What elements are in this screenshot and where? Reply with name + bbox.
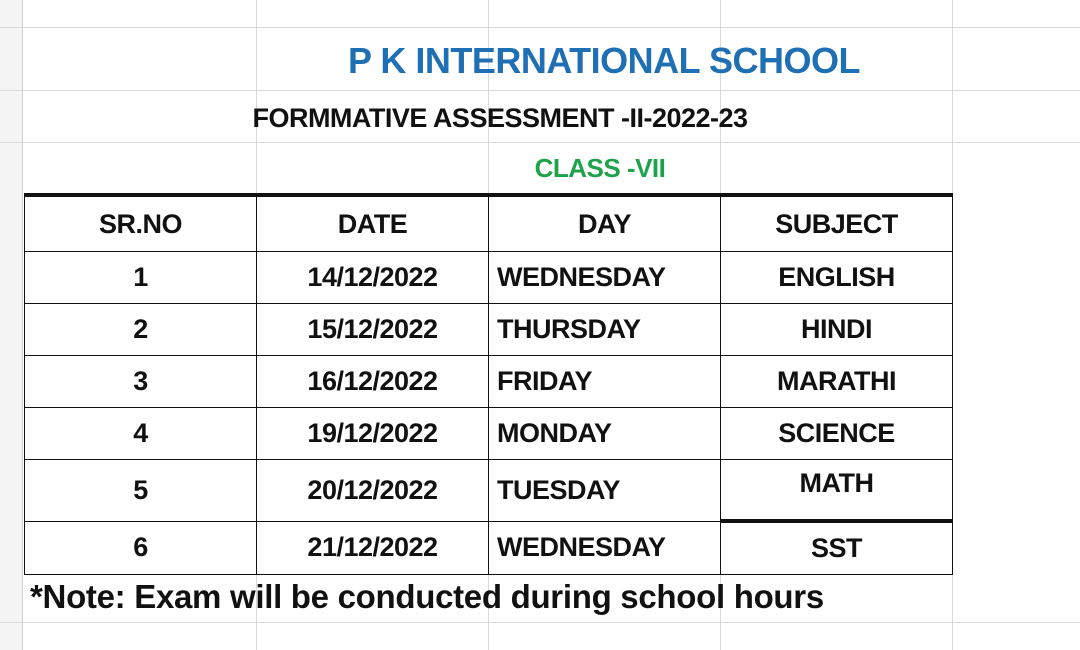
cell-day[interactable]: WEDNESDAY — [489, 521, 721, 575]
cell-date[interactable]: 19/12/2022 — [257, 408, 489, 460]
exam-note: *Note: Exam will be conducted during school hours — [30, 578, 824, 615]
table-row — [25, 252, 953, 304]
cell-sr-no[interactable]: 6 — [25, 521, 257, 575]
cell-subject[interactable]: MATH — [721, 460, 953, 522]
cell-day[interactable]: THURSDAY — [489, 304, 721, 356]
cell-date[interactable]: 16/12/2022 — [257, 356, 489, 408]
cell-subject[interactable]: SCIENCE — [721, 408, 953, 460]
exam-schedule-table — [24, 193, 953, 575]
cell-sr-no[interactable]: 1 — [25, 252, 257, 304]
cell-sr-no[interactable]: 4 — [25, 408, 257, 460]
cell-day[interactable]: TUESDAY — [489, 460, 721, 522]
cell-sr-no[interactable]: 3 — [25, 356, 257, 408]
table-row — [25, 521, 953, 575]
grid-row-line — [0, 142, 1080, 143]
header-sr-no[interactable]: SR.NO — [25, 195, 257, 252]
table-row — [25, 356, 953, 408]
table-header-row — [25, 195, 953, 252]
cell-subject[interactable]: MARATHI — [721, 356, 953, 408]
grid-row-line — [0, 622, 1080, 623]
table-row — [25, 460, 953, 522]
header-date[interactable]: DATE — [257, 195, 489, 252]
table-row — [25, 408, 953, 460]
table-row — [25, 304, 953, 356]
cell-subject[interactable]: HINDI — [721, 304, 953, 356]
cell-subject[interactable]: ENGLISH — [721, 252, 953, 304]
cell-date[interactable]: 21/12/2022 — [257, 521, 489, 575]
cell-sr-no[interactable]: 5 — [25, 460, 257, 522]
cell-date[interactable]: 14/12/2022 — [257, 252, 489, 304]
header-day[interactable]: DAY — [489, 195, 721, 252]
school-name: P K INTERNATIONAL SCHOOL — [347, 40, 861, 81]
cell-subject[interactable]: SST — [721, 521, 953, 575]
grid-row-line — [0, 27, 1080, 28]
cell-date[interactable]: 20/12/2022 — [257, 460, 489, 522]
cell-day[interactable]: WEDNESDAY — [489, 252, 721, 304]
header-subject[interactable]: SUBJECT — [721, 195, 953, 252]
grid-row-line — [0, 90, 1080, 91]
row-header-strip — [0, 0, 23, 650]
class-label: CLASS -VII — [534, 153, 666, 183]
assessment-title: FORMMATIVE ASSESSMENT -II-2022-23 — [252, 103, 748, 133]
cell-day[interactable]: MONDAY — [489, 408, 721, 460]
cell-day[interactable]: FRIDAY — [489, 356, 721, 408]
cell-date[interactable]: 15/12/2022 — [257, 304, 489, 356]
cell-sr-no[interactable]: 2 — [25, 304, 257, 356]
